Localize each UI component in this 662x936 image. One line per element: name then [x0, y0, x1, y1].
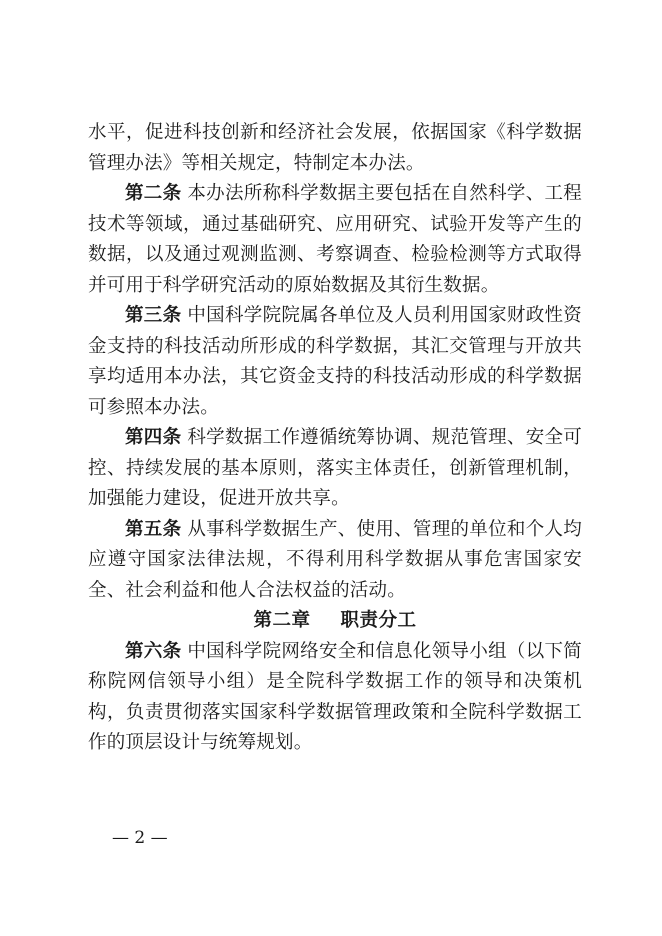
document-body — [88, 118, 582, 759]
article-label: 第三条 — [125, 305, 182, 326]
article-2 — [88, 179, 582, 301]
page-number: — 2 — — [112, 828, 168, 848]
article-4 — [88, 423, 582, 515]
paragraph-continuation — [88, 118, 582, 179]
article-label: 第六条 — [125, 640, 182, 662]
article-text: 科学数据工作遵循统筹协调、规范管理、安全可控、持续发展的基本原则，落实主体责任，创新管理机制，加强能力建设，促进开放共享。 — [88, 427, 582, 509]
article-3 — [88, 301, 582, 423]
chapter-number: 第二章 — [253, 610, 311, 631]
article-5 — [88, 515, 582, 607]
article-text: 中国科学院院属各单位及人员利用国家财政性资金支持的科技活动所形成的科学数据，其汇交管理与开放共享均适用本办法，其它资金支持的科技活动形成的科学数据可参照本办法。 — [88, 305, 582, 418]
article-text: 本办法所称科学数据主要包括在自然科学、工程技术等领域，通过基础研究、应用研究、试验开发等产生的数据，以及通过观测监测、考察调查、检验检测等方式取得并可用于科学研究活动的原始数据及其衍生数据。 — [88, 183, 582, 296]
article-label: 第二条 — [125, 183, 182, 204]
article-text: 中国科学院网络安全和信息化领导小组（以下简称院网信领导小组）是全院科学数据工作的领导和决策机构，负责贯彻落实国家科学数据管理政策和全院科学数据工作的顶层设计与统筹规划。 — [88, 640, 582, 753]
article-6 — [88, 637, 582, 759]
article-label: 第四条 — [125, 427, 182, 448]
article-text: 从事科学数据生产、使用、管理的单位和个人均应遵守国家法律法规，不得利用科学数据从事危害国家安全、社会利益和他人合法权益的活动。 — [88, 518, 582, 601]
chapter-title: 职责分工 — [340, 610, 417, 631]
paragraph-text: 水平，促进科技创新和经济社会发展，依据国家《科学数据管理办法》等相关规定，特制定本办法。 — [88, 122, 582, 174]
article-label: 第五条 — [125, 518, 182, 540]
chapter-heading — [88, 606, 582, 637]
